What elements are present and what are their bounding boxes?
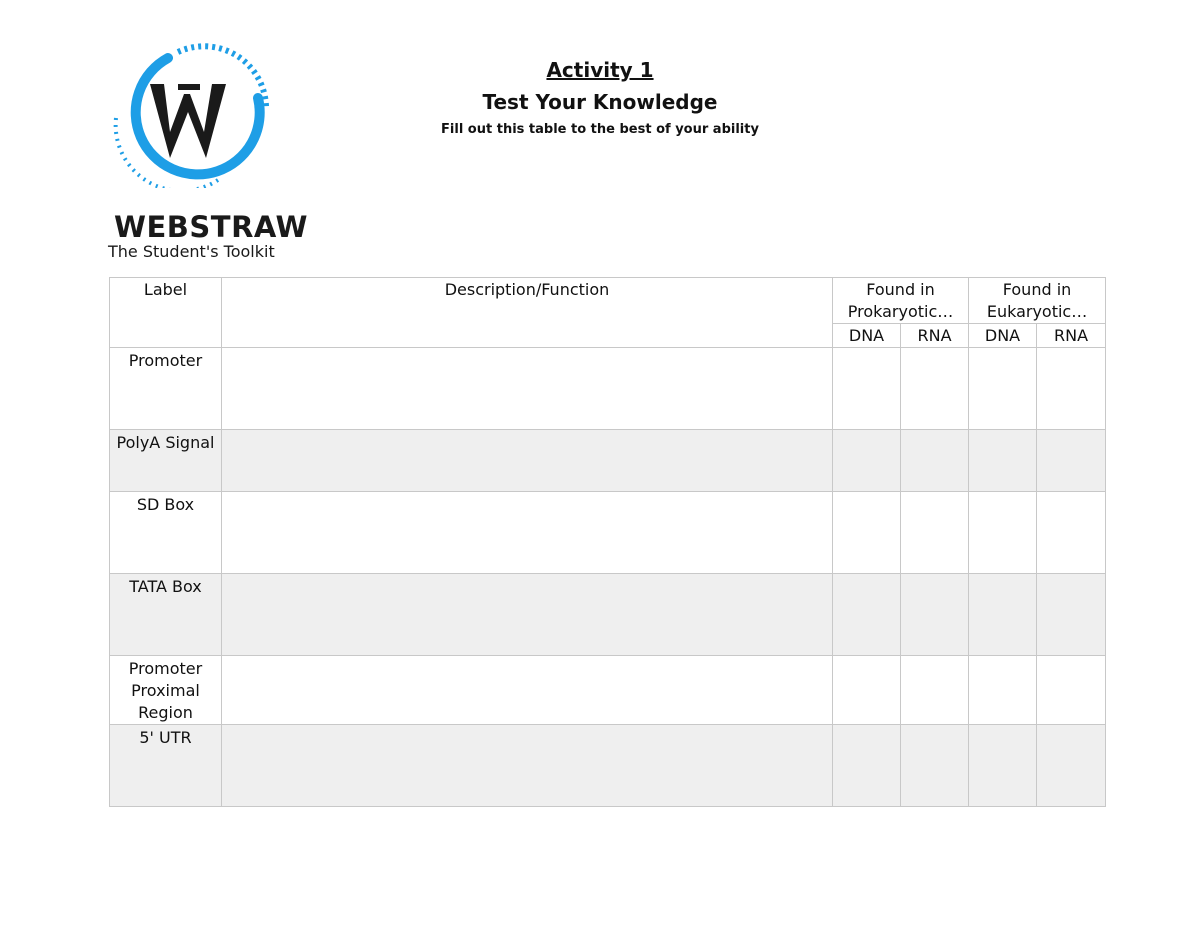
prok-rna-cell[interactable]	[901, 725, 969, 807]
table-row	[110, 656, 1106, 725]
table-row	[110, 574, 1106, 656]
table-row	[110, 725, 1106, 807]
sub-header-prok-rna: RNA	[901, 324, 969, 348]
prok-dna-cell[interactable]	[833, 430, 901, 492]
table-row	[110, 492, 1106, 574]
description-cell[interactable]	[222, 492, 833, 574]
euk-rna-cell[interactable]	[1037, 430, 1106, 492]
sub-header-prok-dna: DNA	[833, 324, 901, 348]
prok-dna-cell[interactable]	[833, 725, 901, 807]
page-title: Test Your Knowledge	[482, 90, 718, 114]
sub-header-euk-dna: DNA	[969, 324, 1037, 348]
col-header-description: Description/Function	[222, 278, 833, 348]
prok-dna-cell[interactable]	[833, 574, 901, 656]
logo-w-letter	[150, 84, 226, 158]
brand-tagline: The Student's Toolkit	[108, 242, 275, 261]
table-row	[110, 348, 1106, 430]
row-label: PolyA Signal	[110, 430, 222, 492]
table-row	[110, 430, 1106, 492]
col-header-label: Label	[110, 278, 222, 348]
knowledge-table	[109, 277, 1106, 807]
page-header	[400, 56, 800, 140]
row-label: SD Box	[110, 492, 222, 574]
row-label: Promoter	[110, 348, 222, 430]
row-label: 5' UTR	[110, 725, 222, 807]
euk-dna-cell[interactable]	[969, 656, 1037, 725]
euk-dna-cell[interactable]	[969, 574, 1037, 656]
euk-dna-cell[interactable]	[969, 348, 1037, 430]
prok-dna-cell[interactable]	[833, 656, 901, 725]
col-header-prokaryotic: Found in Prokaryotic…	[833, 278, 969, 324]
prok-rna-cell[interactable]	[901, 430, 969, 492]
prok-dna-cell[interactable]	[833, 348, 901, 430]
euk-rna-cell[interactable]	[1037, 574, 1106, 656]
sub-header-euk-rna: RNA	[1037, 324, 1106, 348]
brand-name: WEBSTRAW	[114, 210, 309, 244]
prok-rna-cell[interactable]	[901, 492, 969, 574]
description-cell[interactable]	[222, 725, 833, 807]
col-header-eukaryotic: Found in Eukaryotic…	[969, 278, 1106, 324]
description-cell[interactable]	[222, 656, 833, 725]
description-cell[interactable]	[222, 348, 833, 430]
prok-rna-cell[interactable]	[901, 656, 969, 725]
header-row	[110, 278, 1106, 324]
row-label: TATA Box	[110, 574, 222, 656]
row-label: Promoter Proximal Region	[110, 656, 222, 725]
euk-rna-cell[interactable]	[1037, 725, 1106, 807]
euk-rna-cell[interactable]	[1037, 348, 1106, 430]
instructions: Fill out this table to the best of your ability	[441, 122, 759, 137]
logo-ring-icon	[108, 38, 278, 188]
description-cell[interactable]	[222, 574, 833, 656]
euk-rna-cell[interactable]	[1037, 656, 1106, 725]
euk-dna-cell[interactable]	[969, 725, 1037, 807]
euk-dna-cell[interactable]	[969, 492, 1037, 574]
webstraw-logo	[108, 38, 323, 263]
prok-dna-cell[interactable]	[833, 492, 901, 574]
activity-heading: Activity 1	[546, 58, 654, 82]
prok-rna-cell[interactable]	[901, 348, 969, 430]
euk-rna-cell[interactable]	[1037, 492, 1106, 574]
euk-dna-cell[interactable]	[969, 430, 1037, 492]
prok-rna-cell[interactable]	[901, 574, 969, 656]
description-cell[interactable]	[222, 430, 833, 492]
